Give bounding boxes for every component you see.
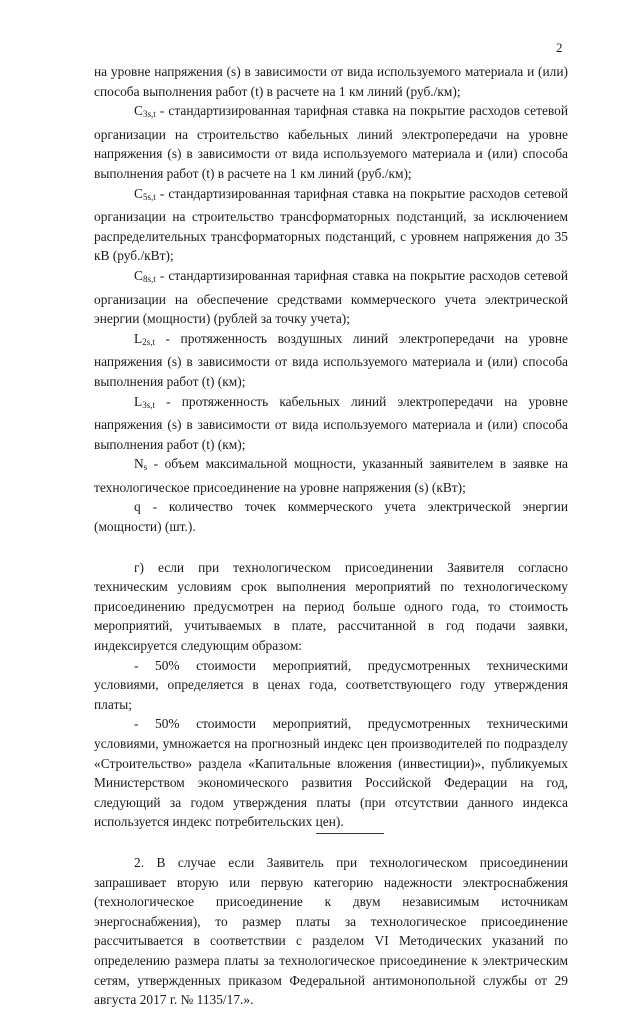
symbol-subscript: 5s,t (142, 191, 156, 202)
definition-text: - объем максимальной мощности, указанный заявителем в заявке на технологическое присоединение на уровне напряжения (s) (кВт); (94, 456, 568, 495)
paragraph-bullet-1: - 50% стоимости мероприятий, предусмотренных техническими условиями, определяется в ценах года, соответствующего году утверждения платы; (94, 657, 568, 712)
closing-divider (316, 833, 384, 834)
paragraph-c5 (94, 184, 568, 266)
symbol: L (134, 330, 143, 346)
symbol-subscript: 2s,t (142, 336, 155, 347)
definition-text: - протяженность кабельных линий электропередачи на уровне напряжения (s) в зависимости от вида используемого материала и (или) способа выполнения работ (t) (км); (94, 393, 568, 452)
definition-text: - протяженность воздушных линий электропередачи на уровне напряжения (s) в зависимости от вида используемого материала и (или) способа выполнения работ (t) (км); (94, 330, 568, 389)
paragraph-c8 (94, 266, 568, 329)
paragraph-bullet-2: - 50% стоимости мероприятий, предусмотренных техническими условиями, умножается на прогнозный индекс цен производителей по подразделу «Строительство» раздела «Капитальные вложения (инвестиции)», публикуемых Министерством экономического развития Российской Федерации на год, следующий за годом утверждения платы (при отсутствии данного индекса используется индекс потребительских цен). (94, 716, 568, 830)
paragraph-l2 (94, 329, 568, 392)
paragraph-item-2: 2. В случае если Заявитель при технологическом присоединении запрашивает вторую или первую категорию надежности электроснабжения (технологическое присоединение к двум независимым источникам энергоснабжения), то размер платы за технологическое присоединение рассчитывается в соответствии с разделом VI Методических указаний по определению размера платы за технологическое присоединение к электрическим сетям, утвержденных приказом Федеральной антимонопольной службы от 29 августа 2017 г. № 1135/17.». (94, 854, 568, 1008)
definition-text: - стандартизированная тарифная ставка на покрытие расходов сетевой организации на строительство трансформаторных подстанций, за исключением распределительных трансформаторных подстанций, с уровнем напряжения до 35 кВ (руб./кВт); (94, 185, 568, 264)
paragraph-intro: на уровне напряжения (s) в зависимости от вида используемого материала и (или) способа выполнения работ (t) в расчете на 1 км линий (руб./км); (94, 64, 568, 99)
symbol: L (134, 393, 143, 409)
paragraph-l3 (94, 392, 568, 455)
symbol: C (134, 267, 143, 283)
paragraph-g: г) если при технологическом присоединении Заявителя согласно техническим условиям срок выполнения мероприятий по технологическому присоединению предусмотрен на период больше одного года, то стоимость мероприятий, учитываемых в плате, рассчитанной в год подачи заявки, индексируется следующим образом: (94, 559, 568, 654)
symbol-subscript: 3s,t (142, 399, 155, 410)
symbol-subscript: 8s,t (142, 273, 156, 284)
paragraph-c3 (94, 101, 568, 183)
document-body (94, 62, 568, 1010)
symbol: C (134, 103, 143, 119)
definition-text: - стандартизированная тарифная ставка на покрытие расходов сетевой организации на обеспечение средствами коммерческого учета электрической энергии (мощности) (рублей за точку учета); (94, 267, 568, 327)
page-number: 2 (556, 40, 563, 55)
paragraph-n (94, 454, 568, 497)
paragraph-q: q - количество точек коммерческого учета электрической энергии (мощности) (шт.). (94, 499, 568, 535)
symbol-subscript: s (143, 462, 148, 473)
symbol-subscript: 3s,t (142, 109, 156, 120)
definition-text: - стандартизированная тарифная ставка на покрытие расходов сетевой организации на строительство кабельных линий электропередачи на уровне напряжения (s) в зависимости от вида используемого материала и (или) способа выполнения работ (t) в расчете на 1 км линий (руб./км); (94, 103, 568, 181)
symbol: N (134, 456, 144, 472)
symbol: C (134, 185, 143, 201)
